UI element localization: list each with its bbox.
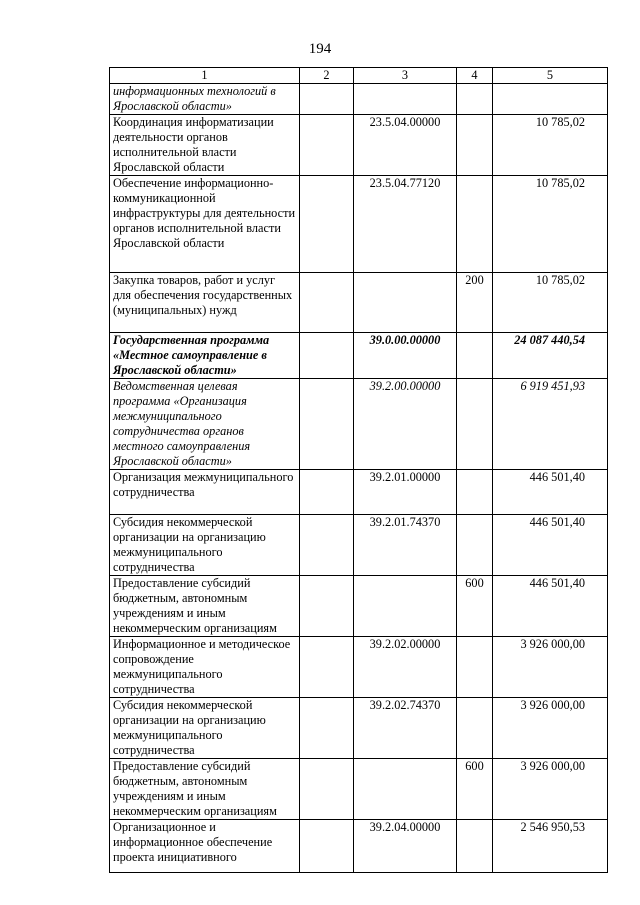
row-type-cell (457, 379, 493, 470)
table-row (110, 759, 608, 820)
row-amount-cell: 6 919 451,93 (493, 379, 608, 470)
header-col-2: 2 (300, 68, 354, 84)
row-code-cell: 39.2.02.74370 (354, 698, 457, 759)
row-code-cell (354, 576, 457, 637)
row-name-cell: Организация межмуниципального сотрудничества (110, 470, 300, 515)
row-col2-cell (300, 333, 354, 379)
row-amount-cell (493, 84, 608, 115)
row-type-cell (457, 176, 493, 273)
row-amount-cell: 3 926 000,00 (493, 759, 608, 820)
row-code-cell: 23.5.04.77120 (354, 176, 457, 273)
row-col2-cell (300, 698, 354, 759)
row-amount-cell: 10 785,02 (493, 115, 608, 176)
row-type-cell: 200 (457, 273, 493, 333)
row-name-cell: информационных технологий в Ярославской области» (110, 84, 300, 115)
row-type-cell (457, 637, 493, 698)
row-type-cell (457, 333, 493, 379)
row-col2-cell (300, 515, 354, 576)
table-row (110, 115, 608, 176)
table-row (110, 176, 608, 273)
row-amount-cell: 446 501,40 (493, 515, 608, 576)
row-code-cell: 39.0.00.00000 (354, 333, 457, 379)
row-type-cell (457, 820, 493, 873)
row-type-cell (457, 515, 493, 576)
row-col2-cell (300, 115, 354, 176)
row-amount-cell: 24 087 440,54 (493, 333, 608, 379)
row-col2-cell (300, 84, 354, 115)
table-row (110, 470, 608, 515)
row-type-cell (457, 470, 493, 515)
table-row (110, 84, 608, 115)
row-name-cell: Субсидия некоммерческой организации на организацию межмуниципального сотрудничества (110, 698, 300, 759)
row-col2-cell (300, 379, 354, 470)
row-code-cell: 39.2.04.00000 (354, 820, 457, 873)
row-name-cell: Закупка товаров, работ и услуг для обеспечения государственных (муниципальных) нужд (110, 273, 300, 333)
table-body (110, 84, 608, 873)
row-col2-cell (300, 637, 354, 698)
row-name-cell: Предоставление субсидий бюджетным, автономным учреждениям и иным некоммерческим организациям (110, 759, 300, 820)
row-code-cell: 39.2.02.00000 (354, 637, 457, 698)
budget-table (109, 67, 608, 873)
row-amount-cell: 446 501,40 (493, 470, 608, 515)
row-code-cell (354, 84, 457, 115)
row-name-cell: Субсидия некоммерческой организации на организацию межмуниципального сотрудничества (110, 515, 300, 576)
row-code-cell (354, 759, 457, 820)
row-type-cell (457, 698, 493, 759)
row-name-cell: Организационное и информационное обеспечение проекта инициативного (110, 820, 300, 873)
header-col-5: 5 (493, 68, 608, 84)
row-amount-cell: 3 926 000,00 (493, 698, 608, 759)
row-type-cell (457, 84, 493, 115)
table-row (110, 637, 608, 698)
page-number: 194 (308, 41, 332, 57)
table-row (110, 273, 608, 333)
table-row (110, 698, 608, 759)
table-row (110, 379, 608, 470)
header-row (110, 68, 608, 84)
row-type-cell: 600 (457, 576, 493, 637)
row-amount-cell: 446 501,40 (493, 576, 608, 637)
row-type-cell (457, 115, 493, 176)
row-code-cell: 23.5.04.00000 (354, 115, 457, 176)
row-col2-cell (300, 576, 354, 637)
row-col2-cell (300, 176, 354, 273)
row-amount-cell: 10 785,02 (493, 273, 608, 333)
row-code-cell (354, 273, 457, 333)
table-row (110, 576, 608, 637)
row-name-cell: Государственная программа «Местное самоуправление в Ярославской области» (110, 333, 300, 379)
row-col2-cell (300, 273, 354, 333)
row-code-cell: 39.2.00.00000 (354, 379, 457, 470)
row-name-cell: Обеспечение информационно-коммуникационной инфраструктуры для деятельности органов исполнительной власти Ярославской области (110, 176, 300, 273)
row-amount-cell: 3 926 000,00 (493, 637, 608, 698)
row-name-cell: Ведомственная целевая программа «Организация межмуниципального сотрудничества органов местного самоуправления Ярославской области» (110, 379, 300, 470)
row-col2-cell (300, 820, 354, 873)
row-code-cell: 39.2.01.00000 (354, 470, 457, 515)
table-row (110, 515, 608, 576)
row-name-cell: Координация информатизации деятельности органов исполнительной власти Ярославской области (110, 115, 300, 176)
row-type-cell: 600 (457, 759, 493, 820)
row-code-cell: 39.2.01.74370 (354, 515, 457, 576)
header-col-4: 4 (457, 68, 493, 84)
header-col-3: 3 (354, 68, 457, 84)
header-col-1: 1 (110, 68, 300, 84)
row-amount-cell: 2 546 950,53 (493, 820, 608, 873)
row-col2-cell (300, 759, 354, 820)
row-name-cell: Предоставление субсидий бюджетным, автономным учреждениям и иным некоммерческим организациям (110, 576, 300, 637)
row-name-cell: Информационное и методическое сопровождение межмуниципального сотрудничества (110, 637, 300, 698)
table-row (110, 820, 608, 873)
table-row (110, 333, 608, 379)
row-col2-cell (300, 470, 354, 515)
row-amount-cell: 10 785,02 (493, 176, 608, 273)
